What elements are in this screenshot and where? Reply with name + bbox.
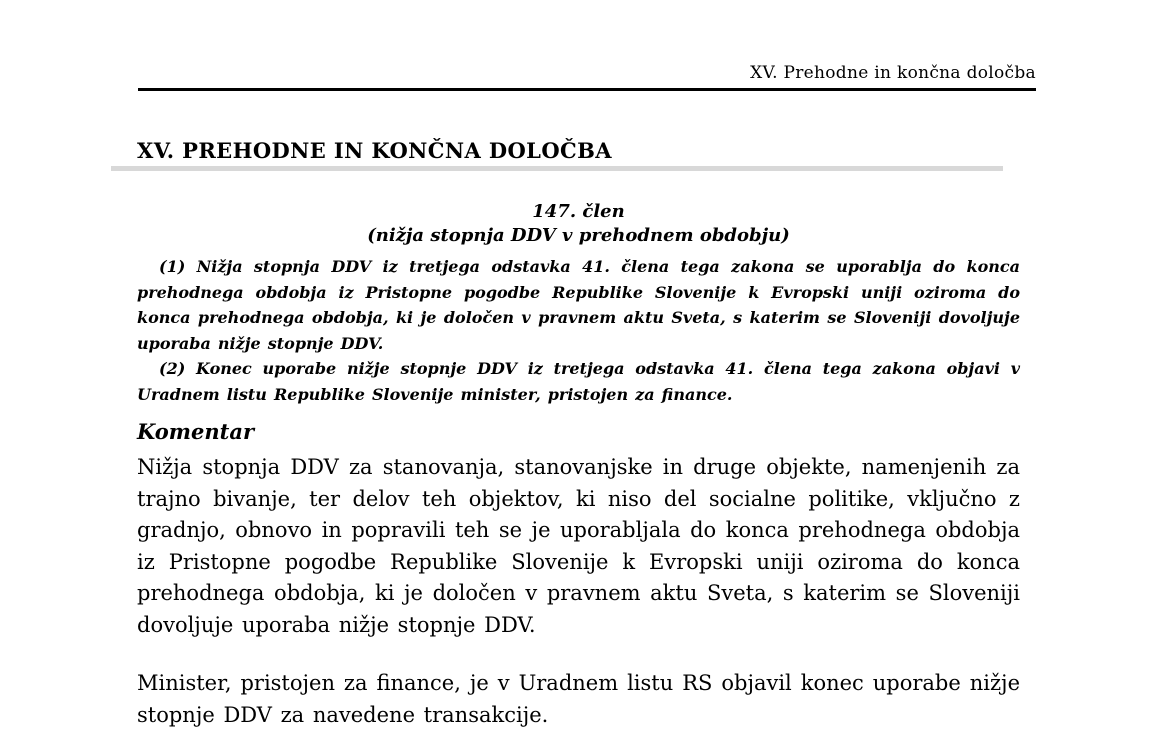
header-rule: [138, 88, 1036, 91]
article-number: 147. člen: [532, 201, 625, 222]
running-header-title: XV. Prehodne in končna določba: [750, 63, 1036, 83]
commentary-paragraph-2: Minister, pristojen za finance, je v Uradnem listu RS objavil konec uporabe nižje stopnje DDV za navedene transakcije.: [137, 671, 1020, 727]
article-subtitle: (nižja stopnja DDV v prehodnem obdobju): [367, 225, 790, 246]
article-147: [137, 200, 1020, 407]
commentary-paragraph-1: Nižja stopnja DDV za stanovanja, stanovanjske in druge objekte, namenjenih za trajno bivanje, ter delov teh objektov, ki niso del socialne politike, vključno z gradnjo, obnovo in popravili teh se je uporabljala do konca prehodnega obdobja iz Pristopne pogodbe Republike Slovenije k Evropski uniji oziroma do konca prehodnega obdobja, ki je določen v pravnem aktu Sveta, s katerim se Sloveniji dovoljuje uporaba nižje stopnje DDV.: [137, 455, 1020, 637]
section-heading: XV. PREHODNE IN KONČNA DOLOČBA: [137, 138, 612, 163]
commentary-heading: Komentar: [137, 419, 255, 444]
commentary-section: [137, 418, 1020, 731]
article-paragraph-2: (2) Konec uporabe nižje stopnje DDV iz tretjega odstavka 41. člena tega zakona objavi v Uradnem listu Republike Slovenije minister, pristojen za finance.: [137, 359, 1020, 404]
section-heading-rule: [111, 166, 1003, 171]
article-paragraph-1: (1) Nižja stopnja DDV iz tretjega odstavka 41. člena tega zakona se uporablja do konca prehodnega obdobja iz Pristopne pogodbe Republike Slovenije k Evropski uniji oziroma do konca prehodnega obdobja, ki je določen v pravnem aktu Sveta, s katerim se Sloveniji dovoljuje uporaba nižje stopnje DDV.: [137, 257, 1020, 353]
